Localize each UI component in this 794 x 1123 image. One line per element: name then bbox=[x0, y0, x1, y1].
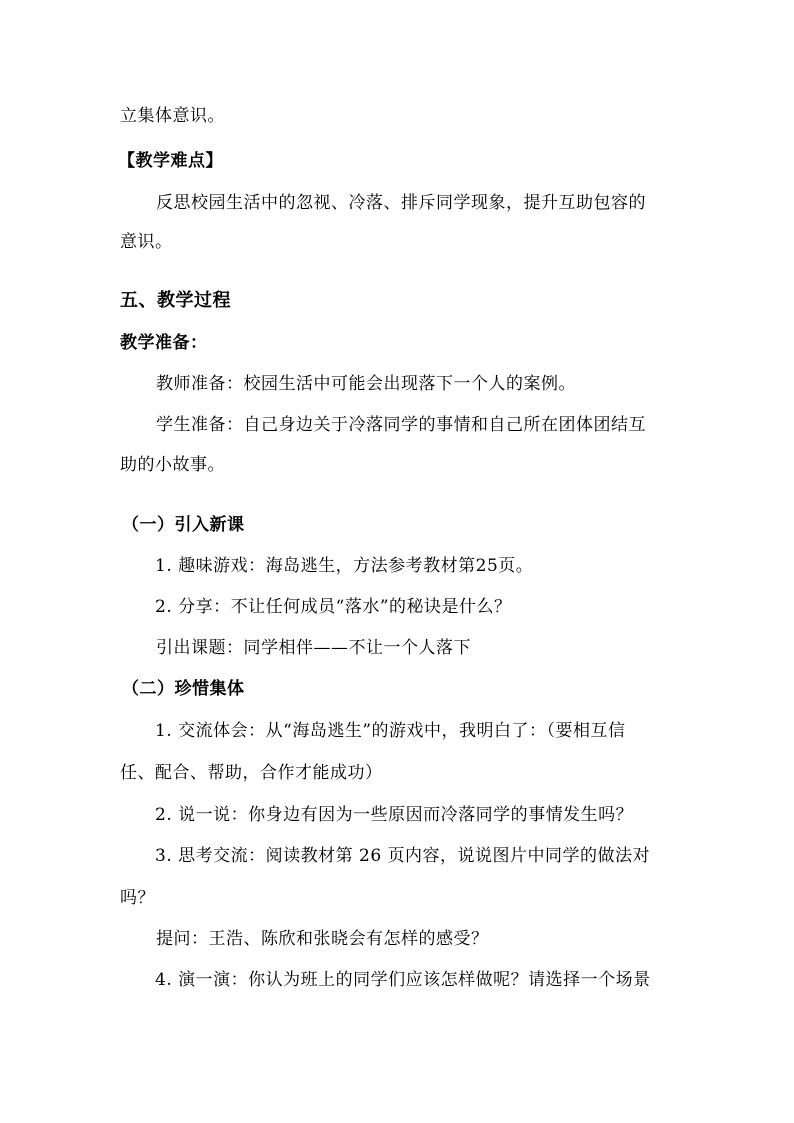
paragraph-line: 任、配合、帮助，合作才能成功） bbox=[120, 763, 383, 783]
paragraph-line: 教师准备：校园生活中可能会出现落下一个人的案例。 bbox=[156, 374, 576, 394]
list-item: 1. 趣味游戏：海岛逃生，方法参考教材第25页。 bbox=[155, 556, 534, 576]
subheading-cherish-collective: （二）珍惜集体 bbox=[122, 679, 245, 699]
list-item: 2. 分享：不让任何成员“落水”的秘诀是什么？ bbox=[155, 597, 512, 617]
paragraph-line: 反思校园生活中的忽视、冷落、排斥同学现象，提升互助包容的 bbox=[156, 193, 646, 213]
paragraph-line: 助的小故事。 bbox=[120, 455, 225, 475]
paragraph-line: 学生准备：自己身边关于冷落同学的事情和自己所在团体团结互 bbox=[156, 415, 646, 435]
list-item: 4. 演一演：你认为班上的同学们应该怎样做呢？请选择一个场景 bbox=[155, 970, 651, 990]
list-item: 3. 思考交流：阅读教材第 26 页内容，说说图片中同学的做法对 bbox=[155, 846, 651, 866]
section-heading-teaching-difficulty: 【教学难点】 bbox=[118, 151, 223, 171]
paragraph-line: 意识。 bbox=[120, 232, 173, 252]
section-heading-teaching-process: 五、教学过程 bbox=[120, 290, 231, 311]
list-item: 1. 交流体会：从“海岛逃生”的游戏中，我明白了：（要相互信 bbox=[155, 721, 626, 741]
subheading-introduction: （一）引入新课 bbox=[122, 515, 245, 535]
list-item: 2. 说一说：你身边有因为一些原因而冷落同学的事情发生吗？ bbox=[155, 805, 634, 825]
paragraph-line: 提问：王浩、陈欣和张晓会有怎样的感受？ bbox=[156, 929, 489, 949]
paragraph-line: 吗？ bbox=[120, 888, 155, 908]
text-line: 立集体意识。 bbox=[120, 106, 225, 126]
paragraph-line: 引出课题：同学相伴——不让一个人落下 bbox=[156, 638, 471, 658]
subheading-teaching-preparation: 教学准备： bbox=[120, 333, 208, 353]
